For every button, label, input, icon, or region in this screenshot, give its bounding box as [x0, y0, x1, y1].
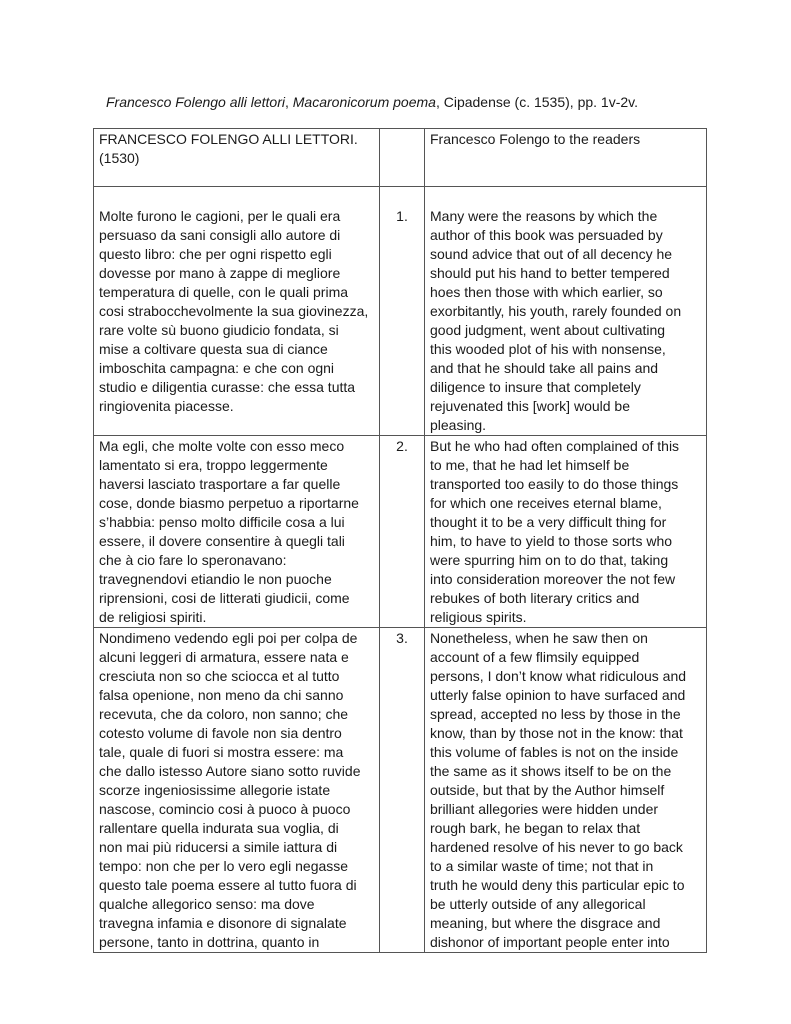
english-text: But he who had often complained of this to me, that he had let himself be transported too easily to do those things for which one receives eternal blame, thought it to be a very difficult thing for him, to have to yield to those sorts who were spurring him on to do that, taking into consideration moreover the not few rebukes of both literary critics and religious spirits. [430, 438, 680, 625]
italian-text: Ma egli, che molte volte con esso meco lamentato si era, troppo leggermente haversi lasciato trasportare a far quelle cose, donde biasmo perpetuo a riportarne s’habbia: penso molto difficile cosa a lui essere, il dovere consentire à quegli tali che à cio fare lo speronavano: travegnendovi etiandio le non puoche riprensioni, cosi de litterati giudicii, come de religiosi spiriti. [99, 438, 359, 625]
italian-text: Nondimeno vedendo egli poi per colpa de alcuni leggeri di armatura, essere nata e cresciuta non so che sciocca et al tutto falsa openione, non meno da chi sanno recevuta, che da coloro, non sanno; che cotesto volume di favole non sia dentro tale, quale di fuori si mostra essere: ma che dallo istesso Autore siano sotto ruvide scorze ingeniosissime allegorie istate nascose, comincio cosi à puoco à puoco rallentare quella indurata sua voglia, di non mai più riducersi a simile iattura di tempo: non che per lo vero egli negasse questo tale poema essere al tutto fuora di qualche allegorico senso: ma dove travegna infamia e disonore di signalate persone, tanto in dottrina, quanto in [99, 630, 361, 950]
heading-work-title: Macaronicorum poema [292, 94, 436, 110]
row-number: 1. [396, 208, 408, 224]
number-cell [380, 187, 425, 436]
header-number-cell [380, 129, 425, 187]
table-header-row [94, 129, 707, 187]
heading-author-title: Francesco Folengo alli lettori [106, 94, 285, 110]
english-text: Many were the reasons by which the author of this book was persuaded by sound advice that out of all decency he should put his hand to better tempered hoes then those with which earlier, so exorbitantly, his youth, rarely founded on good judgment, went about cultivating this wooded plot of his with nonsense, and that he should take all pains and diligence to insure that completely rejuvenated this [work] would be pleasing. [430, 208, 682, 433]
italian-cell [94, 436, 380, 628]
heading-separator: , [284, 94, 293, 110]
english-cell [425, 187, 707, 436]
translation-table [93, 128, 707, 953]
table-row [94, 436, 707, 628]
number-cell [380, 628, 425, 953]
italian-cell [94, 187, 380, 436]
english-cell [425, 628, 707, 953]
table-row [94, 187, 707, 436]
row-number: 2. [396, 438, 408, 454]
english-cell [425, 436, 707, 628]
english-text: Nonetheless, when he saw then on account of a few flimsily equipped persons, I don’t know what ridiculous and utterly false opinion to have surfaced and spread, accepted no less by those in the know, than by those not in the know: that this volume of fables is not on the inside the same as it shows itself to be on the outside, but that by the Author himself brilliant allegories were hidden under rough bark, he began to relax that hardened resolve of his never to go back to a similar waste of time; not that in truth he would deny this particular epic to be utterly outside of any allegorical meaning, but where the disgrace and dishonor of important people enter into [430, 630, 687, 950]
italian-text: Molte furono le cagioni, per le quali era persuaso da sani consigli allo autore di questo libro: che per ogni rispetto egli dovesse por mano à zappe di megliore temperatura di quelle, con le quali prima cosi strabocchevolmente la sua giovinezza, rare volte sù buono giudicio fondata, si mise a coltivare questa sua di ciance imboschita campagna: e che con ogni studio e diligentia curasse: che essa tutta ringiovenita piacesse. [99, 208, 369, 414]
table-row [94, 628, 707, 953]
row-number: 3. [396, 630, 408, 646]
heading-citation: , Cipadense (c. 1535), pp. 1v-2v. [435, 94, 639, 110]
header-english-text: Francesco Folengo to the readers [430, 131, 641, 147]
italian-cell [94, 628, 380, 953]
header-italian-cell [94, 129, 380, 187]
header-english-cell [425, 129, 707, 187]
header-italian-text: FRANCESCO FOLENGO ALLI LETTORI. (1530) [99, 131, 358, 166]
document-heading [106, 93, 746, 111]
number-cell [380, 436, 425, 628]
